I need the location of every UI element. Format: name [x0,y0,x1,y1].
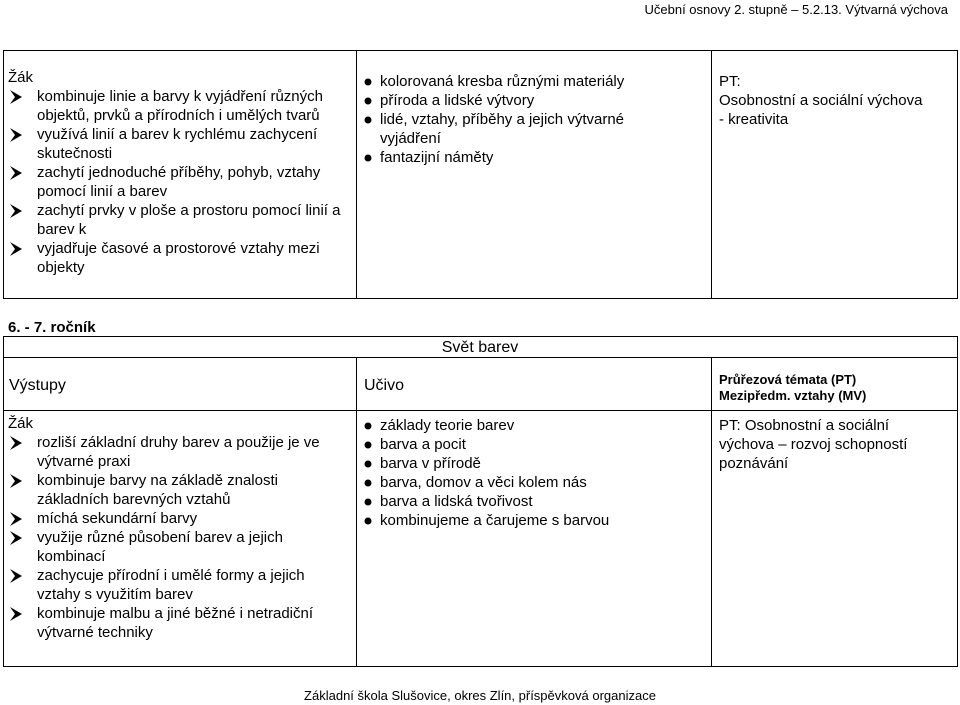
upper-curriculum-list [362,72,702,167]
list-item: zachytí jednoduché příběhy, pohyb, vztahy pomocí linií a barev [8,163,352,201]
pt-subtopic: - kreativita [719,111,789,128]
lower-curriculum-cell [362,416,702,530]
curriculum-header: Učivo [364,377,405,394]
list-item: fantazijní náměty [362,148,702,167]
list-item: kombinuje linie a barvy k vyjádření různých objektů, prvků a přírodních i umělých tvarů [8,87,352,125]
arrowhead-bullet-icon [9,166,23,180]
round-bullet-icon [364,498,372,506]
lower-pt-cell: PT: Osobnostní a sociální výchova – rozvoj schopností poznávání [719,417,908,472]
upper-curriculum-cell [362,72,702,167]
list-item: kombinuje barvy na základě znalosti základních barevných vztahů [8,471,317,509]
upper-table-bottom-border [3,298,957,299]
arrowhead-bullet-icon [9,607,23,621]
document-header: Učební osnovy 2. stupně – 5.2.13. Výtvarná výchova [644,2,948,17]
round-bullet-icon [364,517,372,525]
cross-topics-header-line-2: Mezipředm. vztahy (MV) [719,388,867,403]
list-item: zachycuje přírodní i umělé formy a jejich vztahy s využitím barev [8,566,347,604]
arrowhead-bullet-icon [9,242,23,256]
upper-table-right-border [957,50,958,299]
list-item: barva v přírodě [362,454,702,473]
upper-table-divider-2 [711,50,712,299]
list-item: využije různé působení barev a jejich kombinací [8,528,347,566]
list-item: příroda a lidské výtvory [362,91,702,110]
upper-outputs-list [8,87,352,277]
upper-pt-cell [719,72,953,129]
lower-outputs-cell [8,414,352,642]
list-item: kombinuje malbu a jiné běžné i netradiční výtvarné techniky [8,604,352,642]
list-item: využívá linií a barev k rychlému zachycení skutečnosti [8,125,352,163]
round-bullet-icon [364,479,372,487]
outputs-header: Výstupy [9,377,66,394]
list-item: zachytí prvky v ploše a prostoru pomocí linií a barev k [8,201,352,239]
pupil-heading: Žák [8,69,34,86]
upper-outputs-cell [8,68,352,277]
list-item: lidé, vztahy, příběhy a jejich výtvarné vyjádření [362,110,670,148]
round-bullet-icon [364,460,372,468]
arrowhead-bullet-icon [9,474,23,488]
document-footer: Základní škola Slušovice, okres Zlín, příspěvková organizace [304,688,656,703]
lower-table-top-border [3,336,957,337]
arrowhead-bullet-icon [9,90,23,104]
arrowhead-bullet-icon [9,569,23,583]
lower-table-divider-2 [711,357,712,667]
round-bullet-icon [364,422,372,430]
round-bullet-icon [364,154,372,162]
list-item: kombinujeme a čarujeme s barvou [362,511,702,530]
round-bullet-icon [364,78,372,86]
arrowhead-bullet-icon [9,436,23,450]
lower-table-divider-1 [356,357,357,667]
arrowhead-bullet-icon [9,204,23,218]
list-item: barva a pocit [362,435,702,454]
arrowhead-bullet-icon [9,128,23,142]
lower-header-divider [3,410,957,411]
lower-table-title: Svět barev [441,339,519,356]
list-item: míchá sekundární barvy [8,509,352,528]
grade-label: 6. - 7. ročník [8,319,96,336]
list-item: barva, domov a věci kolem nás [362,473,702,492]
lower-title-divider [3,357,957,358]
pupil-heading: Žák [8,415,34,432]
lower-table-right-border [957,336,958,667]
list-item: základy teorie barev [362,416,702,435]
pt-topic: Osobnostní a sociální výchova [719,92,923,109]
pt-label: PT: [719,73,741,90]
upper-table-divider-1 [356,50,357,299]
lower-table-left-border [3,336,4,667]
lower-table-bottom-border [3,666,957,667]
round-bullet-icon [364,441,372,449]
list-item: vyjadřuje časové a prostorové vztahy mezi objekty [8,239,352,277]
lower-outputs-list [8,433,352,642]
round-bullet-icon [364,116,372,124]
list-item: barva a lidská tvořivost [362,492,702,511]
upper-table-left-border [3,50,4,299]
cross-topics-header [719,372,953,404]
list-item: rozliší základní druhy barev a použije je ve výtvarné praxi [8,433,352,471]
list-item: kolorovaná kresba různými materiály [362,72,702,91]
lower-curriculum-list [362,416,702,530]
upper-table-top-border [3,50,957,51]
arrowhead-bullet-icon [9,512,23,526]
arrowhead-bullet-icon [9,531,23,545]
cross-topics-header-line-1: Průřezová témata (PT) [719,372,857,387]
round-bullet-icon [364,97,372,105]
